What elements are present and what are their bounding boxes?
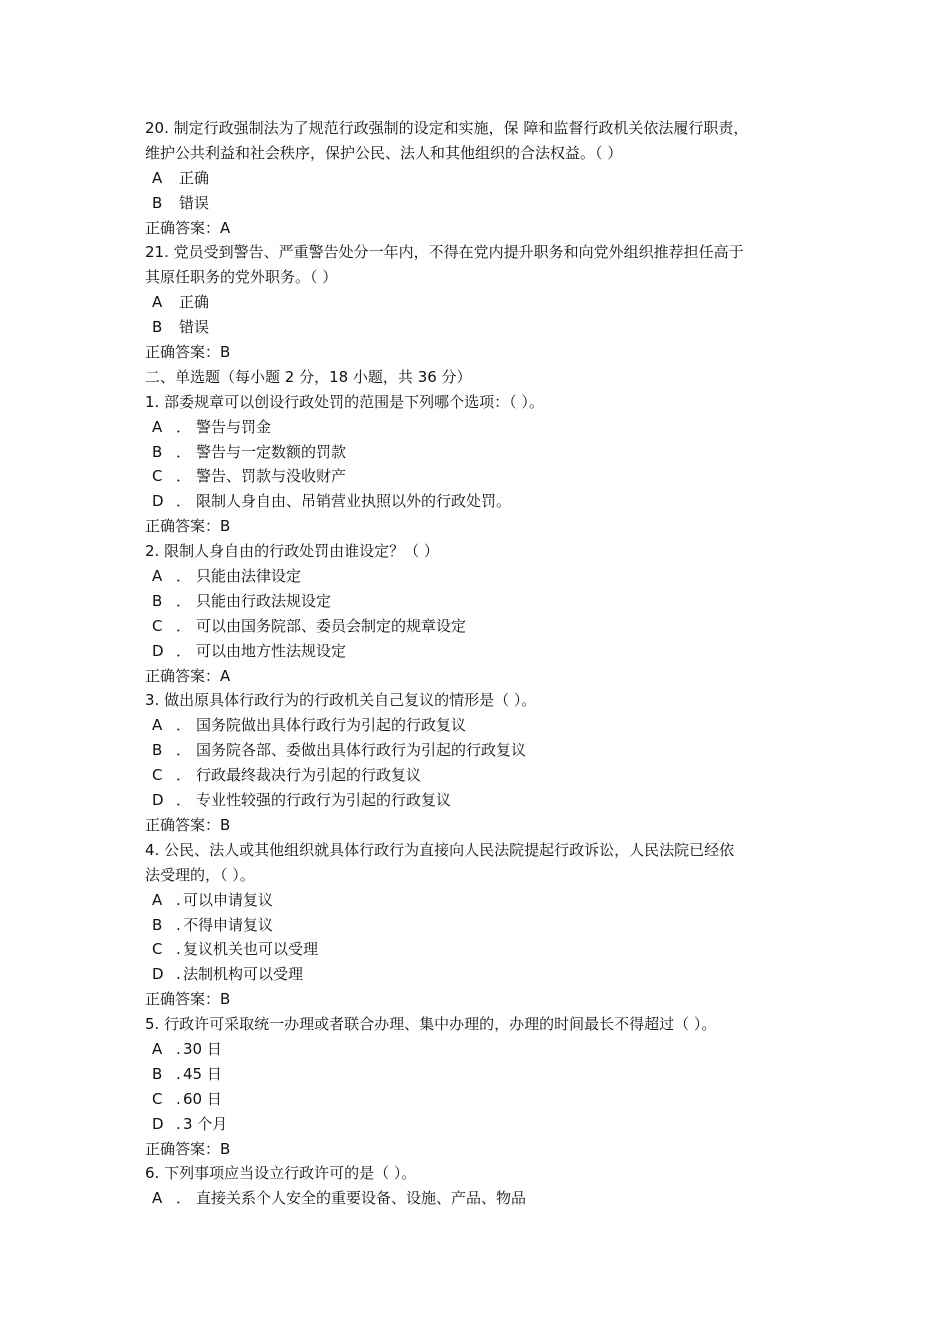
- correct-answer: 正确答案：A: [145, 666, 231, 685]
- answer-option: [145, 1087, 815, 1112]
- option-text: 可以由国务院部、委员会制定的规章设定: [196, 616, 467, 635]
- option-separator: ．: [176, 442, 192, 461]
- option-letter: C: [152, 940, 163, 959]
- question-text: 6. 下列事项应当设立行政许可的是（ ）。: [145, 1164, 417, 1183]
- answer-option: [145, 614, 815, 639]
- question-text: 21. 党员受到警告、严重警告处分一年内，不得在党内提升职务和向党外组织推荐担任高于: [145, 243, 744, 262]
- option-separator: ．: [176, 417, 192, 436]
- answer-option: [145, 464, 815, 489]
- option-text: 只能由法律设定: [196, 567, 302, 586]
- option-text: 行政最终裁决行为引起的行政复议: [196, 766, 422, 785]
- question-text: 1. 部委规章可以创设行政处罚的范围是下列哪个选项：（ ）。: [145, 392, 544, 411]
- answer-option: [145, 1186, 815, 1211]
- correct-answer: 正确答案：B: [145, 1139, 231, 1158]
- question-text: 3. 做出原具体行政行为的行政机关自己复议的情形是（ ）。: [145, 691, 537, 710]
- option-letter: B: [152, 193, 163, 212]
- option-letter: D: [152, 641, 164, 660]
- option-letter: A: [152, 567, 163, 586]
- option-letter: C: [152, 766, 163, 785]
- option-letter: B: [152, 915, 163, 934]
- option-text: 警告与罚金: [196, 417, 272, 436]
- option-letter: A: [152, 168, 163, 187]
- option-separator: ．: [176, 766, 192, 785]
- correct-answer: 正确答案：B: [145, 815, 231, 834]
- option-separator: ．: [176, 567, 192, 586]
- option-text: 警告、罚款与没收财产: [196, 467, 347, 486]
- option-text: 只能由行政法规设定: [196, 591, 332, 610]
- question-text: 维护公共利益和社会秩序，保护公民、法人和其他组织的合法权益。（ ）: [145, 143, 623, 162]
- option-separator: ．: [176, 1189, 192, 1208]
- option-letter: A: [152, 1189, 163, 1208]
- option-separator: ．: [176, 492, 192, 511]
- question-text: 4. 公民、法人或其他组织就具体行政行为直接向人民法院提起行政诉讼，人民法院已经依: [145, 840, 735, 859]
- question-text: 5. 行政许可采取统一办理或者联合办理、集中办理的，办理的时间最长不得超过（ ）。: [145, 1015, 717, 1034]
- option-separator: .: [176, 1064, 181, 1083]
- option-letter: D: [152, 791, 164, 810]
- answer-option: [145, 1037, 815, 1062]
- option-separator: .: [176, 915, 181, 934]
- option-letter: C: [152, 616, 163, 635]
- option-text: 错误: [179, 193, 210, 212]
- option-text: 法制机构可以受理: [183, 965, 304, 984]
- option-separator: ．: [176, 616, 192, 635]
- answer-option: [145, 489, 815, 514]
- correct-answer: 正确答案：B: [145, 990, 231, 1009]
- option-text: 错误: [179, 318, 210, 337]
- answer-option: [145, 1062, 815, 1087]
- answer-option: [145, 937, 815, 962]
- answer-option: [145, 788, 815, 813]
- document-page: [145, 116, 815, 1211]
- answer-option: [145, 913, 815, 938]
- option-separator: .: [176, 940, 181, 959]
- option-separator: ．: [176, 591, 192, 610]
- correct-answer: 正确答案：A: [145, 218, 231, 237]
- option-separator: .: [176, 1039, 181, 1058]
- option-separator: .: [176, 1089, 181, 1108]
- option-separator: .: [176, 1114, 181, 1133]
- option-letter: B: [152, 318, 163, 337]
- section-heading: 二、单选题（每小题 2 分，18 小题，共 36 分）: [145, 367, 472, 386]
- option-letter: D: [152, 492, 164, 511]
- answer-option: [145, 639, 815, 664]
- option-letter: B: [152, 1064, 163, 1083]
- option-text: 正确: [179, 168, 210, 187]
- answer-option: [145, 290, 815, 315]
- option-text: 可以由地方性法规设定: [196, 641, 347, 660]
- option-letter: B: [152, 591, 163, 610]
- option-separator: ．: [176, 641, 192, 660]
- option-letter: A: [152, 417, 163, 436]
- answer-option: [145, 1112, 815, 1137]
- question-text: 2. 限制人身自由的行政处罚由谁设定？（ ）: [145, 542, 439, 561]
- answer-option: [145, 713, 815, 738]
- option-letter: A: [152, 293, 163, 312]
- option-text: 直接关系个人安全的重要设备、设施、产品、物品: [196, 1189, 527, 1208]
- option-letter: A: [152, 1039, 163, 1058]
- option-text: 专业性较强的行政行为引起的行政复议: [196, 791, 452, 810]
- option-text: 不得申请复议: [183, 915, 274, 934]
- question-text: 20. 制定行政强制法为了规范行政强制的设定和实施，保 障和监督行政机关依法履行职责，: [145, 119, 749, 137]
- option-letter: A: [152, 716, 163, 735]
- option-text: 可以申请复议: [183, 890, 274, 909]
- answer-option: [145, 315, 815, 340]
- option-separator: ．: [176, 716, 192, 735]
- option-separator: ．: [176, 791, 192, 810]
- option-text: 45 日: [183, 1064, 222, 1083]
- answer-option: [145, 191, 815, 216]
- option-letter: D: [152, 1114, 164, 1133]
- option-separator: .: [176, 965, 181, 984]
- option-text: 国务院做出具体行政行为引起的行政复议: [196, 716, 467, 735]
- option-text: 复议机关也可以受理: [183, 940, 319, 959]
- option-text: 限制人身自由、吊销营业执照以外的行政处罚。: [196, 492, 512, 511]
- answer-option: [145, 589, 815, 614]
- option-separator: .: [176, 890, 181, 909]
- option-separator: ．: [176, 467, 192, 486]
- question-text: 法受理的，（ ）。: [145, 865, 255, 884]
- option-letter: B: [152, 442, 163, 461]
- answer-option: [145, 166, 815, 191]
- option-letter: C: [152, 467, 163, 486]
- option-letter: A: [152, 890, 163, 909]
- option-letter: D: [152, 965, 164, 984]
- question-text: 其原任职务的党外职务。（ ）: [145, 268, 338, 287]
- option-separator: ．: [176, 741, 192, 760]
- option-text: 3 个月: [183, 1114, 228, 1133]
- option-letter: C: [152, 1089, 163, 1108]
- answer-option: [145, 738, 815, 763]
- correct-answer: 正确答案：B: [145, 517, 231, 536]
- answer-option: [145, 440, 815, 465]
- answer-option: [145, 962, 815, 987]
- correct-answer: 正确答案：B: [145, 343, 231, 362]
- answer-option: [145, 564, 815, 589]
- option-text: 60 日: [183, 1089, 222, 1108]
- answer-option: [145, 888, 815, 913]
- option-text: 警告与一定数额的罚款: [196, 442, 347, 461]
- answer-option: [145, 415, 815, 440]
- option-letter: B: [152, 741, 163, 760]
- answer-option: [145, 763, 815, 788]
- option-text: 国务院各部、委做出具体行政行为引起的行政复议: [196, 741, 527, 760]
- option-text: 30 日: [183, 1039, 222, 1058]
- option-text: 正确: [179, 293, 210, 312]
